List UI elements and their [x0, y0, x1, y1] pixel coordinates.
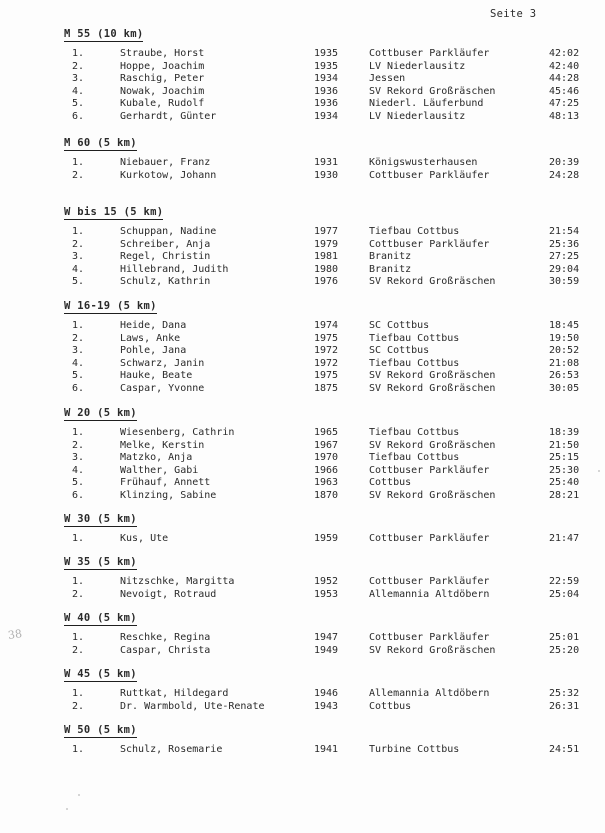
result-place: 6. [72, 383, 85, 394]
category-title: W 45 (5 km) [64, 668, 137, 680]
result-club: Allemannia Altdöbern [369, 688, 490, 699]
result-club: Cottbus [369, 477, 412, 489]
result-row [0, 73, 605, 86]
result-year: 1981 [314, 251, 339, 263]
category-heading [64, 724, 137, 736]
result-club: SV Rekord Großräschen [369, 276, 496, 288]
result-club: Branitz [369, 251, 412, 263]
result-place: 4. [72, 263, 85, 275]
result-place: 1. [72, 576, 85, 587]
result-row [0, 61, 605, 74]
result-row [0, 645, 605, 658]
result-name: Wiesenberg, Cathrin [120, 427, 235, 438]
result-name: Ruttkat, Hildegard [120, 688, 229, 699]
result-club: Tiefbau Cottbus [369, 332, 460, 344]
result-time: 20:39 [549, 157, 580, 168]
scan-speck [66, 808, 68, 810]
result-row [0, 264, 605, 277]
result-place: 2. [72, 60, 85, 72]
result-place: 6. [72, 490, 85, 501]
result-time: 25:36 [549, 238, 580, 250]
result-name: Nevoigt, Rotraud [120, 588, 217, 600]
result-row [0, 98, 605, 111]
result-time: 25:20 [549, 644, 580, 656]
result-name: Hauke, Beate [120, 370, 193, 382]
result-name: Schulz, Kathrin [120, 276, 211, 288]
result-club: SV Rekord Großräschen [369, 370, 496, 382]
result-row [0, 333, 605, 346]
category-heading [64, 300, 157, 312]
result-row [0, 358, 605, 371]
result-club: Tiefbau Cottbus [369, 226, 460, 237]
result-time: 29:04 [549, 263, 580, 275]
result-name: Niebauer, Franz [120, 157, 211, 168]
result-time: 25:15 [549, 452, 580, 464]
result-year: 1936 [314, 85, 339, 97]
result-place: 1. [72, 533, 85, 544]
result-year: 1974 [314, 320, 339, 331]
result-place: 1. [72, 226, 85, 237]
result-club: Tiefbau Cottbus [369, 427, 460, 438]
category-heading [64, 206, 163, 218]
result-row [0, 490, 605, 503]
result-row [0, 226, 605, 239]
result-row [0, 157, 605, 170]
result-place: 2. [72, 332, 85, 344]
result-name: Kus, Ute [120, 533, 169, 544]
result-year: 1959 [314, 533, 339, 544]
result-row [0, 239, 605, 252]
category-heading [64, 612, 137, 624]
result-name: Matzko, Anja [120, 452, 193, 464]
category-title: W bis 15 (5 km) [64, 206, 164, 218]
result-year: 1952 [314, 576, 339, 587]
result-club: Branitz [369, 263, 412, 275]
result-name: Heide, Dana [120, 320, 187, 331]
result-year: 1979 [314, 238, 339, 250]
scan-speck [598, 470, 600, 472]
result-place: 2. [72, 700, 85, 712]
result-year: 1977 [314, 226, 339, 237]
result-time: 25:40 [549, 477, 580, 489]
result-name: Raschig, Peter [120, 73, 205, 85]
result-place: 4. [72, 85, 85, 97]
result-name: Schreiber, Anja [120, 238, 211, 250]
result-name: Schulz, Rosemarie [120, 744, 223, 755]
category-title: W 50 (5 km) [64, 724, 137, 736]
result-time: 25:30 [549, 464, 580, 476]
result-place: 2. [72, 588, 85, 600]
result-club: Tiefbau Cottbus [369, 452, 460, 464]
result-year: 1980 [314, 263, 339, 275]
result-name: Nowak, Joachim [120, 85, 205, 97]
result-name: Laws, Anke [120, 332, 181, 344]
result-name: Reschke, Regina [120, 632, 211, 643]
result-row [0, 170, 605, 183]
result-club: Cottbuser Parkläufer [369, 464, 490, 476]
result-place: 5. [72, 477, 85, 489]
result-time: 21:47 [549, 533, 580, 544]
result-place: 3. [72, 73, 85, 85]
result-name: Caspar, Christa [120, 644, 211, 656]
page-number: Seite 3 [490, 8, 537, 20]
result-club: SV Rekord Großräschen [369, 383, 496, 394]
result-row [0, 276, 605, 289]
result-place: 5. [72, 98, 85, 110]
category-title: M 55 (10 km) [64, 28, 144, 40]
result-club: SC Cottbus [369, 345, 430, 357]
result-row [0, 251, 605, 264]
result-year: 1931 [314, 157, 339, 168]
result-time: 19:50 [549, 332, 580, 344]
category-heading [64, 513, 137, 525]
result-year: 1966 [314, 464, 339, 476]
result-year: 1970 [314, 452, 339, 464]
result-club: SV Rekord Großräschen [369, 439, 496, 451]
result-row [0, 345, 605, 358]
category-heading [64, 668, 137, 680]
result-club: Cottbuser Parkläufer [369, 48, 490, 59]
result-row [0, 452, 605, 465]
result-time: 48:13 [549, 111, 580, 122]
result-time: 25:32 [549, 688, 580, 699]
result-time: 45:46 [549, 85, 580, 97]
result-year: 1943 [314, 700, 339, 712]
result-club: Cottbuser Parkläufer [369, 533, 490, 544]
result-place: 1. [72, 632, 85, 643]
category-title: W 40 (5 km) [64, 612, 137, 624]
result-place: 5. [72, 370, 85, 382]
result-club: Allemannia Altdöbern [369, 588, 490, 600]
category-heading [64, 556, 137, 568]
result-club: SV Rekord Großräschen [369, 644, 496, 656]
result-year: 1963 [314, 477, 339, 489]
result-time: 30:05 [549, 383, 580, 394]
result-place: 3. [72, 452, 85, 464]
result-year: 1949 [314, 644, 339, 656]
result-club: Cottbuser Parkläufer [369, 576, 490, 587]
result-year: 1972 [314, 345, 339, 357]
result-time: 47:25 [549, 98, 580, 110]
result-place: 3. [72, 345, 85, 357]
result-row [0, 427, 605, 440]
category-heading [64, 28, 143, 40]
result-place: 6. [72, 111, 85, 122]
result-row [0, 701, 605, 714]
result-club: Cottbuser Parkläufer [369, 238, 490, 250]
result-year: 1975 [314, 332, 339, 344]
result-time: 24:51 [549, 744, 580, 755]
result-year: 1946 [314, 688, 339, 699]
result-name: Schuppan, Nadine [120, 226, 217, 237]
result-time: 18:45 [549, 320, 580, 331]
result-row [0, 86, 605, 99]
result-time: 27:25 [549, 251, 580, 263]
result-year: 1934 [314, 111, 339, 122]
result-name: Pohle, Jana [120, 345, 187, 357]
result-time: 42:40 [549, 60, 580, 72]
result-place: 1. [72, 157, 85, 168]
result-row [0, 477, 605, 490]
result-club: Tiefbau Cottbus [369, 357, 460, 369]
result-row [0, 440, 605, 453]
result-name: Schwarz, Janin [120, 357, 205, 369]
result-time: 22:59 [549, 576, 580, 587]
result-place: 2. [72, 169, 85, 181]
result-year: 1976 [314, 276, 339, 288]
result-place: 1. [72, 427, 85, 438]
result-time: 18:39 [549, 427, 580, 438]
category-heading [64, 137, 137, 149]
result-name: Caspar, Yvonne [120, 383, 205, 394]
result-year: 1975 [314, 370, 339, 382]
category-title: M 60 (5 km) [64, 137, 137, 149]
result-name: Melke, Kerstin [120, 439, 205, 451]
result-time: 42:02 [549, 48, 580, 59]
result-club: Cottbuser Parkläufer [369, 632, 490, 643]
result-time: 21:54 [549, 226, 580, 237]
result-year: 1965 [314, 427, 339, 438]
result-row [0, 576, 605, 589]
result-club: LV Niederlausitz [369, 111, 466, 122]
result-club: LV Niederlausitz [369, 60, 466, 72]
result-year: 1870 [314, 490, 339, 501]
result-time: 26:53 [549, 370, 580, 382]
result-row [0, 533, 605, 546]
result-name: Klinzing, Sabine [120, 490, 217, 501]
result-row [0, 744, 605, 757]
result-place: 4. [72, 357, 85, 369]
result-time: 44:28 [549, 73, 580, 85]
result-place: 1. [72, 320, 85, 331]
result-name: Hillebrand, Judith [120, 263, 229, 275]
category-heading [64, 407, 137, 419]
result-name: Straube, Horst [120, 48, 205, 59]
category-title: W 30 (5 km) [64, 513, 137, 525]
result-time: 20:52 [549, 345, 580, 357]
result-time: 25:01 [549, 632, 580, 643]
result-row [0, 632, 605, 645]
category-title: W 20 (5 km) [64, 407, 137, 419]
result-time: 28:21 [549, 490, 580, 501]
result-year: 1936 [314, 98, 339, 110]
scan-speck [78, 794, 80, 796]
result-row [0, 320, 605, 333]
result-club: Turbine Cottbus [369, 744, 460, 755]
result-club: Cottbuser Parkläufer [369, 169, 490, 181]
result-row [0, 48, 605, 61]
result-club: SC Cottbus [369, 320, 430, 331]
result-time: 21:50 [549, 439, 580, 451]
result-year: 1935 [314, 60, 339, 72]
result-club: Jessen [369, 73, 406, 85]
result-time: 30:59 [549, 276, 580, 288]
result-row [0, 688, 605, 701]
result-time: 21:08 [549, 357, 580, 369]
result-time: 25:04 [549, 588, 580, 600]
result-place: 2. [72, 644, 85, 656]
margin-note: 38 [7, 627, 23, 642]
category-title: W 35 (5 km) [64, 556, 137, 568]
result-year: 1947 [314, 632, 339, 643]
result-place: 5. [72, 276, 85, 288]
result-club: SV Rekord Großräschen [369, 490, 496, 501]
result-year: 1935 [314, 48, 339, 59]
result-year: 1941 [314, 744, 339, 755]
result-place: 1. [72, 744, 85, 755]
result-name: Gerhardt, Günter [120, 111, 217, 122]
result-year: 1875 [314, 383, 339, 394]
result-name: Hoppe, Joachim [120, 60, 205, 72]
result-place: 3. [72, 251, 85, 263]
result-club: SV Rekord Großräschen [369, 85, 496, 97]
result-time: 26:31 [549, 700, 580, 712]
result-place: 2. [72, 439, 85, 451]
result-place: 1. [72, 688, 85, 699]
result-name: Walther, Gabi [120, 464, 199, 476]
result-year: 1934 [314, 73, 339, 85]
result-place: 4. [72, 464, 85, 476]
category-title: W 16-19 (5 km) [64, 300, 157, 312]
result-year: 1972 [314, 357, 339, 369]
result-place: 1. [72, 48, 85, 59]
result-name: Kubale, Rudolf [120, 98, 205, 110]
result-name: Regel, Christin [120, 251, 211, 263]
result-name: Nitzschke, Margitta [120, 576, 235, 587]
result-year: 1930 [314, 169, 339, 181]
result-name: Frühauf, Annett [120, 477, 211, 489]
result-row [0, 111, 605, 124]
result-club: Königswusterhausen [369, 157, 478, 168]
result-row [0, 589, 605, 602]
result-row [0, 465, 605, 478]
result-year: 1967 [314, 439, 339, 451]
result-place: 2. [72, 238, 85, 250]
result-row [0, 370, 605, 383]
result-row [0, 383, 605, 396]
result-club: Cottbus [369, 700, 412, 712]
result-name: Kurkotow, Johann [120, 169, 217, 181]
result-name: Dr. Warmbold, Ute-Renate [120, 700, 265, 712]
result-club: Niederl. Läuferbund [369, 98, 484, 110]
result-time: 24:28 [549, 169, 580, 181]
result-year: 1953 [314, 588, 339, 600]
